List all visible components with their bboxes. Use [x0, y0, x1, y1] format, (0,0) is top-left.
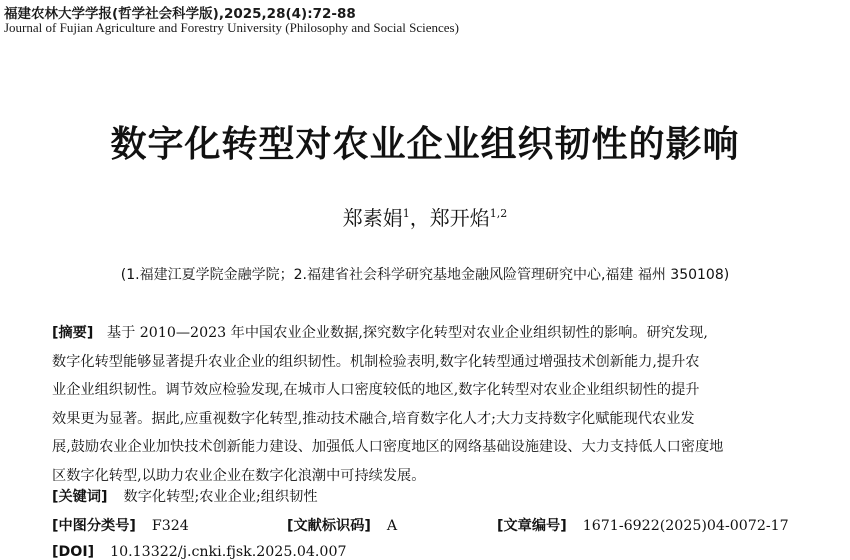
affiliation-line: (1.福建江夏学院金融学院；2.福建省社会科学研究基地金融风险管理研究中心,福建 福州 350108) — [120, 267, 730, 283]
article-number-label: [文章编号] — [497, 518, 567, 534]
document-code-row — [287, 515, 397, 535]
abstract-line: 数字化转型能够显著提升农业企业的组织韧性。机制检验表明,数字化转型通过增强技术创新能力,提升农 — [52, 353, 700, 370]
author-line — [0, 202, 850, 231]
doi-label: [DOI] — [52, 544, 95, 560]
document-code-label: [文献标识码] — [287, 518, 371, 534]
abstract-line: 区数字化转型,以助力农业企业在数字化浪潮中可持续发展。 — [52, 467, 426, 484]
doi-value[interactable]: 10.13322/j.cnki.fjsk.2025.04.007 — [110, 544, 347, 560]
abstract-text: 基于 2010—2023 年中国农业企业数据,探究数字化转型对农业企业组织韧性的影响。研究发现, — [106, 325, 708, 341]
article-number-row — [497, 515, 789, 535]
keywords-row — [52, 486, 318, 506]
abstract-line — [52, 319, 824, 348]
clc-value: F324 — [151, 518, 189, 534]
journal-citation-cn: 福建农林大学学报(哲学社会科学版),2025,28(4):72-88 — [4, 6, 356, 22]
author-name: 郑开焰 — [429, 206, 490, 230]
author-separator: ， — [409, 206, 430, 230]
article-number-value: 1671-6922(2025)04-0072-17 — [582, 518, 789, 534]
author-affiliation-mark: 1 — [402, 207, 410, 220]
abstract-line: 业企业组织韧性。调节效应检验发现,在城市人口密度较低的地区,数字化转型对农业企业组织韧性的提升 — [52, 382, 700, 398]
journal-citation-en: Journal of Fujian Agriculture and Forestry University (Philosophy and Social Sciences) — [4, 20, 459, 35]
author-name: 郑素娟 — [342, 206, 403, 230]
author-affiliation-mark: 1,2 — [489, 207, 508, 220]
clc-row — [52, 515, 189, 535]
doi-row — [52, 544, 347, 560]
keywords-value: 数字化转型;农业企业;组织韧性 — [123, 489, 318, 505]
keywords-label: [关键词] — [52, 489, 108, 505]
clc-label: [中图分类号] — [52, 518, 136, 534]
abstract-line: 展,鼓励农业企业加快技术创新能力建设、加强低人口密度地区的网络基础设施建设、大力支持低人口密度地 — [52, 439, 724, 455]
abstract-label: [摘要] — [52, 325, 94, 341]
article-title: 数字化转型对农业企业组织韧性的影响 — [110, 124, 740, 165]
abstract-block — [52, 319, 824, 490]
document-code-value: A — [386, 518, 398, 534]
abstract-line: 效果更为显著。据此,应重视数字化转型,推动技术融合,培育数字化人才;大力支持数字化赋能现代农业发 — [52, 410, 695, 427]
